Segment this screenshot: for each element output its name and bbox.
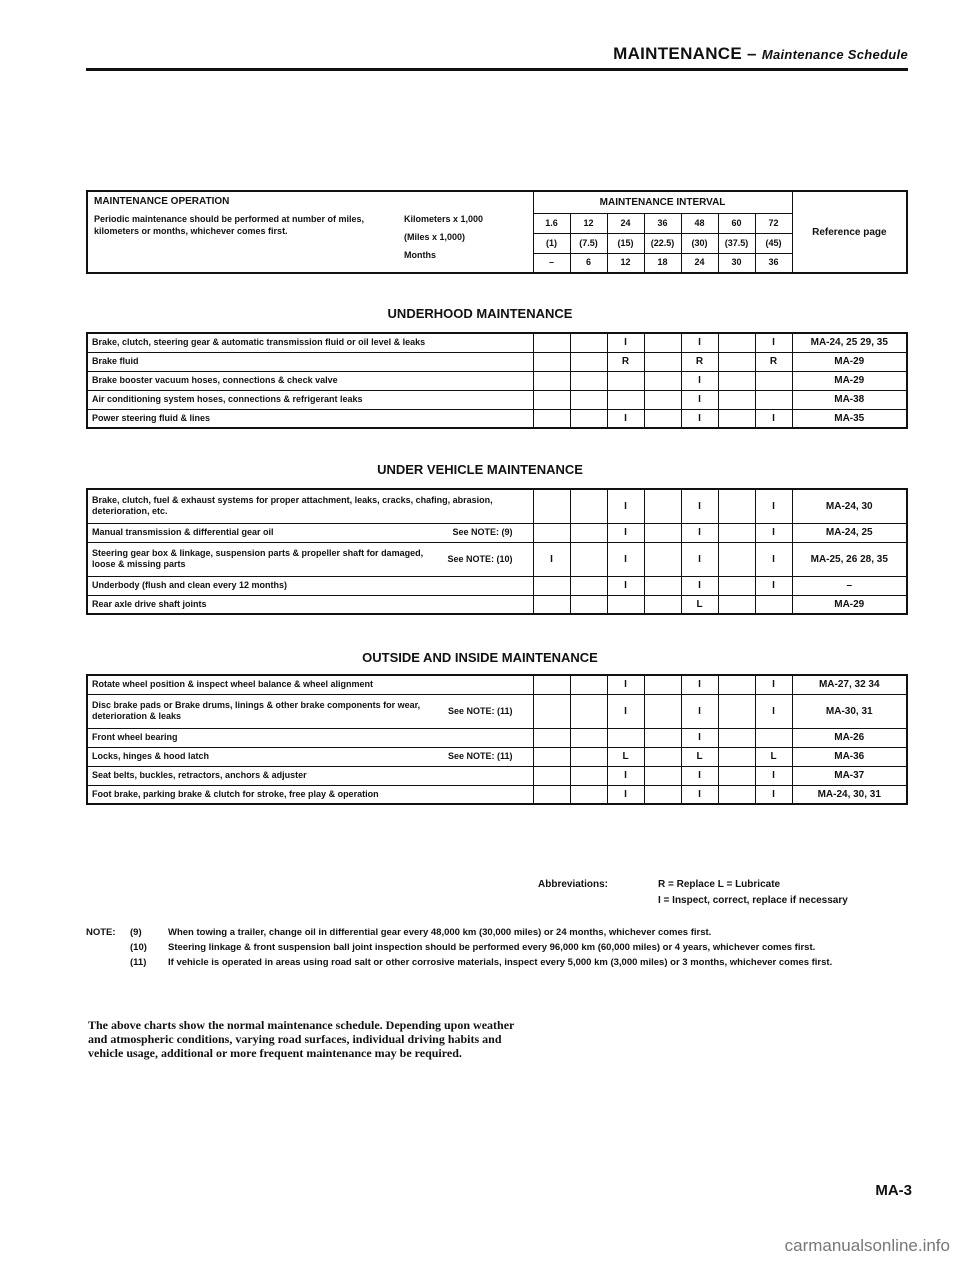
item-text: Manual transmission & differential gear oil (92, 527, 274, 537)
interval-mark: I (607, 785, 644, 804)
schedule-row (87, 595, 907, 614)
interval-mark (644, 675, 681, 694)
interval-mark: I (755, 576, 792, 595)
item-text: Rotate wheel position & inspect wheel balance & wheel alignment (92, 679, 374, 690)
underhood-table (86, 332, 908, 429)
interval-mark (533, 371, 570, 390)
interval-mark (718, 576, 755, 595)
miles-value: (22.5) (644, 233, 681, 253)
km-value: 36 (644, 213, 681, 233)
note-num: (11) (130, 957, 147, 968)
interval-mark (755, 371, 792, 390)
item-text: Disc brake pads or Brake drums, linings & other brake components for wear, deterioration & leaks (92, 700, 421, 721)
item-cell (87, 352, 533, 371)
interval-mark (718, 595, 755, 614)
interval-mark (533, 489, 570, 523)
schedule-row (87, 675, 907, 694)
watermark: carmanualsonline.info (784, 1236, 950, 1255)
interval-mark (718, 785, 755, 804)
section-title-outside-inside: OUTSIDE AND INSIDE MAINTENANCE (362, 650, 598, 665)
interval-mark (607, 595, 644, 614)
interval-mark: I (681, 675, 718, 694)
months-value: 6 (570, 253, 607, 273)
interval-mark (718, 371, 755, 390)
item-cell (87, 595, 533, 614)
note-num: (10) (130, 942, 147, 953)
interval-mark: I (607, 766, 644, 785)
km-value: 24 (607, 213, 644, 233)
interval-mark (570, 747, 607, 766)
item-text: Brake booster vacuum hoses, connections & check valve (92, 375, 338, 385)
interval-mark (533, 785, 570, 804)
schedule-row (87, 576, 907, 595)
item-text: Rear axle drive shaft joints (92, 598, 207, 609)
interval-mark: I (681, 489, 718, 523)
months-value: 24 (681, 253, 718, 273)
reference-page: – (792, 576, 907, 595)
reference-page: MA-24, 25 29, 35 (792, 333, 907, 352)
item-cell (87, 728, 533, 747)
interval-mark: L (755, 747, 792, 766)
schedule-row (87, 489, 907, 523)
interval-mark: L (607, 747, 644, 766)
item-cell (87, 542, 533, 576)
item-text: Brake, clutch, steering gear & automatic transmission fluid or oil level & leaks (92, 337, 426, 348)
item-cell (87, 409, 533, 428)
schedule-row (87, 523, 907, 542)
abbreviations (538, 878, 848, 907)
reference-page: MA-36 (792, 747, 907, 766)
item-note: See NOTE: (10) (447, 553, 513, 564)
interval-mark (718, 747, 755, 766)
interval-mark: I (681, 523, 718, 542)
interval-mark (570, 542, 607, 576)
interval-mark (644, 523, 681, 542)
km-value: 12 (570, 213, 607, 233)
interval-mark (644, 728, 681, 747)
miles-value: (45) (755, 233, 792, 253)
item-note: See NOTE: (11) (447, 705, 513, 716)
interval-mark (718, 766, 755, 785)
interval-mark: I (755, 694, 792, 728)
operation-title: MAINTENANCE OPERATION (94, 196, 230, 207)
interval-mark: I (607, 489, 644, 523)
interval-mark (718, 409, 755, 428)
item-cell (87, 576, 533, 595)
interval-mark (533, 675, 570, 694)
header-title: MAINTENANCE (613, 44, 743, 63)
notes-block (86, 926, 906, 969)
schedule-row (87, 747, 907, 766)
interval-mark: I (755, 523, 792, 542)
item-cell (87, 390, 533, 409)
interval-mark (570, 390, 607, 409)
schedule-row (87, 785, 907, 804)
interval-mark: I (681, 409, 718, 428)
interval-mark (570, 728, 607, 747)
interval-mark: I (681, 542, 718, 576)
interval-mark (644, 694, 681, 728)
page-number: MA-3 (875, 1182, 912, 1199)
reference-page: MA-38 (792, 390, 907, 409)
interval-mark (570, 595, 607, 614)
schedule-row (87, 766, 907, 785)
interval-mark (718, 728, 755, 747)
months-value: 12 (607, 253, 644, 273)
operation-desc: Periodic maintenance should be performed at number of miles, kilometers or months, whichever comes first. (94, 214, 365, 236)
interval-title: MAINTENANCE INTERVAL (533, 191, 792, 213)
reference-page: MA-27, 32 34 (792, 675, 907, 694)
interval-mark (644, 766, 681, 785)
months-value: 30 (718, 253, 755, 273)
interval-mark: I (681, 728, 718, 747)
schedule-row (87, 728, 907, 747)
interval-mark (718, 675, 755, 694)
interval-mark (533, 333, 570, 352)
interval-mark (644, 785, 681, 804)
reference-page: MA-29 (792, 595, 907, 614)
interval-mark (718, 523, 755, 542)
interval-mark: I (755, 542, 792, 576)
interval-mark: I (681, 333, 718, 352)
interval-mark (755, 595, 792, 614)
interval-mark: I (607, 409, 644, 428)
schedule-row (87, 542, 907, 576)
interval-mark (718, 390, 755, 409)
interval-mark (570, 675, 607, 694)
section-title-underhood: UNDERHOOD MAINTENANCE (387, 306, 573, 321)
interval-mark: I (681, 371, 718, 390)
interval-mark (533, 523, 570, 542)
page-header (613, 44, 908, 64)
interval-mark (718, 489, 755, 523)
interval-mark: I (607, 576, 644, 595)
interval-mark (644, 390, 681, 409)
interval-mark (607, 390, 644, 409)
interval-mark: I (607, 542, 644, 576)
interval-mark: I (755, 333, 792, 352)
interval-mark (644, 542, 681, 576)
interval-mark: I (681, 785, 718, 804)
reference-page: MA-30, 31 (792, 694, 907, 728)
interval-mark (533, 747, 570, 766)
item-cell (87, 489, 533, 523)
abbrev-label: Abbreviations: (538, 879, 609, 890)
item-cell (87, 747, 533, 766)
item-text: Foot brake, parking brake & clutch for stroke, free play & operation (92, 788, 379, 799)
interval-mark: I (755, 409, 792, 428)
interval-mark: I (755, 675, 792, 694)
interval-mark (607, 728, 644, 747)
interval-mark (533, 576, 570, 595)
km-value: 72 (755, 213, 792, 233)
km-value: 48 (681, 213, 718, 233)
note-text: Steering linkage & front suspension ball joint inspection should be performed every 96,000 km (60,000 miles) or 4 years, whichever comes first. (168, 942, 816, 953)
interval-mark (644, 747, 681, 766)
interval-mark (755, 390, 792, 409)
interval-mark: L (681, 747, 718, 766)
note-text: If vehicle is operated in areas using road salt or other corrosive materials, inspect every 5,000 km (3,000 miles) or 3 months, whichever comes first. (168, 957, 833, 968)
interval-mark (718, 333, 755, 352)
interval-mark (533, 595, 570, 614)
miles-value: (7.5) (570, 233, 607, 253)
item-text: Power steering fluid & lines (92, 412, 211, 423)
reference-page: MA-24, 30 (792, 489, 907, 523)
interval-mark: I (681, 766, 718, 785)
item-cell (87, 523, 533, 542)
item-cell (87, 333, 533, 352)
interval-mark (570, 409, 607, 428)
row-label-months: Months (404, 250, 436, 260)
item-note: See NOTE: (9) (452, 527, 513, 537)
reference-page: MA-29 (792, 352, 907, 371)
row-label-km: Kilometers x 1,000 (404, 214, 484, 224)
header-subtitle: Maintenance Schedule (761, 47, 908, 62)
reference-page: MA-24, 25 (792, 523, 907, 542)
footer-paragraph: The above charts show the normal maintenance schedule. Depending upon weather and atmospheric conditions, varying road surfaces, individual driving habits and vehicle usage, additional or more frequent maintenance may be required. (88, 1018, 515, 1060)
section-title-under-vehicle: UNDER VEHICLE MAINTENANCE (377, 462, 583, 477)
miles-value: (37.5) (718, 233, 755, 253)
interval-mark: R (681, 352, 718, 371)
interval-mark: L (681, 595, 718, 614)
interval-mark (644, 409, 681, 428)
reference-page: MA-35 (792, 409, 907, 428)
miles-value: (30) (681, 233, 718, 253)
item-text: Underbody (flush and clean every 12 months) (92, 580, 288, 590)
interval-mark (755, 728, 792, 747)
interval-mark (533, 352, 570, 371)
item-text: Steering gear box & linkage, suspension parts & propeller shaft for damaged, loose & missing parts (92, 548, 424, 569)
outside-inside-table (86, 674, 908, 805)
interval-mark (533, 694, 570, 728)
interval-mark (533, 390, 570, 409)
km-value: 1.6 (533, 213, 570, 233)
miles-value: (15) (607, 233, 644, 253)
item-text: Brake, clutch, fuel & exhaust systems for proper attachment, leaks, cracks, chafing, abrasion, deterioration, etc. (92, 495, 493, 517)
interval-mark: I (607, 675, 644, 694)
under-vehicle-table (86, 488, 908, 615)
interval-mark: I (755, 785, 792, 804)
interval-mark (718, 352, 755, 371)
interval-mark (570, 489, 607, 523)
interval-header-table (86, 190, 908, 274)
reference-page: MA-37 (792, 766, 907, 785)
reference-page: MA-29 (792, 371, 907, 390)
interval-mark: I (681, 694, 718, 728)
interval-mark (644, 371, 681, 390)
interval-mark: I (607, 523, 644, 542)
schedule-row (87, 390, 907, 409)
interval-mark (644, 352, 681, 371)
header-rule (86, 68, 908, 71)
interval-mark: I (533, 542, 570, 576)
interval-mark: I (607, 694, 644, 728)
item-text: Air conditioning system hoses, connections & refrigerant leaks (92, 394, 363, 404)
schedule-row (87, 333, 907, 352)
item-note: See NOTE: (11) (447, 751, 513, 761)
item-cell (87, 675, 533, 694)
note-text: When towing a trailer, change oil in differential gear every 48,000 km (30,000 miles) or 24 months, whichever comes first. (168, 927, 712, 938)
interval-mark (570, 523, 607, 542)
interval-mark (570, 352, 607, 371)
schedule-row (87, 409, 907, 428)
months-value: – (533, 253, 570, 273)
reference-title: Reference page (792, 191, 907, 273)
schedule-row (87, 371, 907, 390)
schedule-row (87, 352, 907, 371)
miles-value: (1) (533, 233, 570, 253)
item-text: Seat belts, buckles, retractors, anchors & adjuster (92, 770, 307, 780)
interval-mark: R (607, 352, 644, 371)
interval-mark: I (681, 390, 718, 409)
abbrev-line-2: I = Inspect, correct, replace if necessary (658, 895, 848, 906)
interval-mark: I (755, 489, 792, 523)
note-num: (9) (130, 927, 142, 938)
interval-mark (607, 371, 644, 390)
interval-mark (570, 766, 607, 785)
item-cell (87, 766, 533, 785)
item-text: Locks, hinges & hood latch (92, 751, 210, 761)
interval-mark (533, 728, 570, 747)
interval-mark: R (755, 352, 792, 371)
interval-mark (570, 371, 607, 390)
interval-mark (718, 694, 755, 728)
header-dash: – (742, 44, 762, 63)
item-cell (87, 371, 533, 390)
interval-mark (570, 785, 607, 804)
km-value: 60 (718, 213, 755, 233)
months-value: 18 (644, 253, 681, 273)
item-text: Front wheel bearing (92, 732, 178, 742)
interval-mark (533, 766, 570, 785)
interval-mark: I (755, 766, 792, 785)
months-value: 36 (755, 253, 792, 273)
notes-label: NOTE: (86, 927, 116, 938)
item-text: Brake fluid (92, 356, 139, 366)
interval-mark (718, 542, 755, 576)
reference-page: MA-26 (792, 728, 907, 747)
interval-mark (644, 489, 681, 523)
interval-mark (533, 409, 570, 428)
row-label-miles: (Miles x 1,000) (404, 232, 466, 242)
reference-page: MA-25, 26 28, 35 (792, 542, 907, 576)
reference-page: MA-24, 30, 31 (792, 785, 907, 804)
abbrev-line-1: R = Replace L = Lubricate (658, 879, 781, 890)
schedule-row (87, 694, 907, 728)
interval-mark (570, 576, 607, 595)
interval-mark (570, 333, 607, 352)
interval-mark: I (681, 576, 718, 595)
item-cell (87, 694, 533, 728)
item-cell (87, 785, 533, 804)
interval-mark (644, 576, 681, 595)
interval-mark (644, 595, 681, 614)
interval-mark (570, 694, 607, 728)
interval-mark (644, 333, 681, 352)
operation-cell (87, 191, 533, 273)
interval-mark: I (607, 333, 644, 352)
